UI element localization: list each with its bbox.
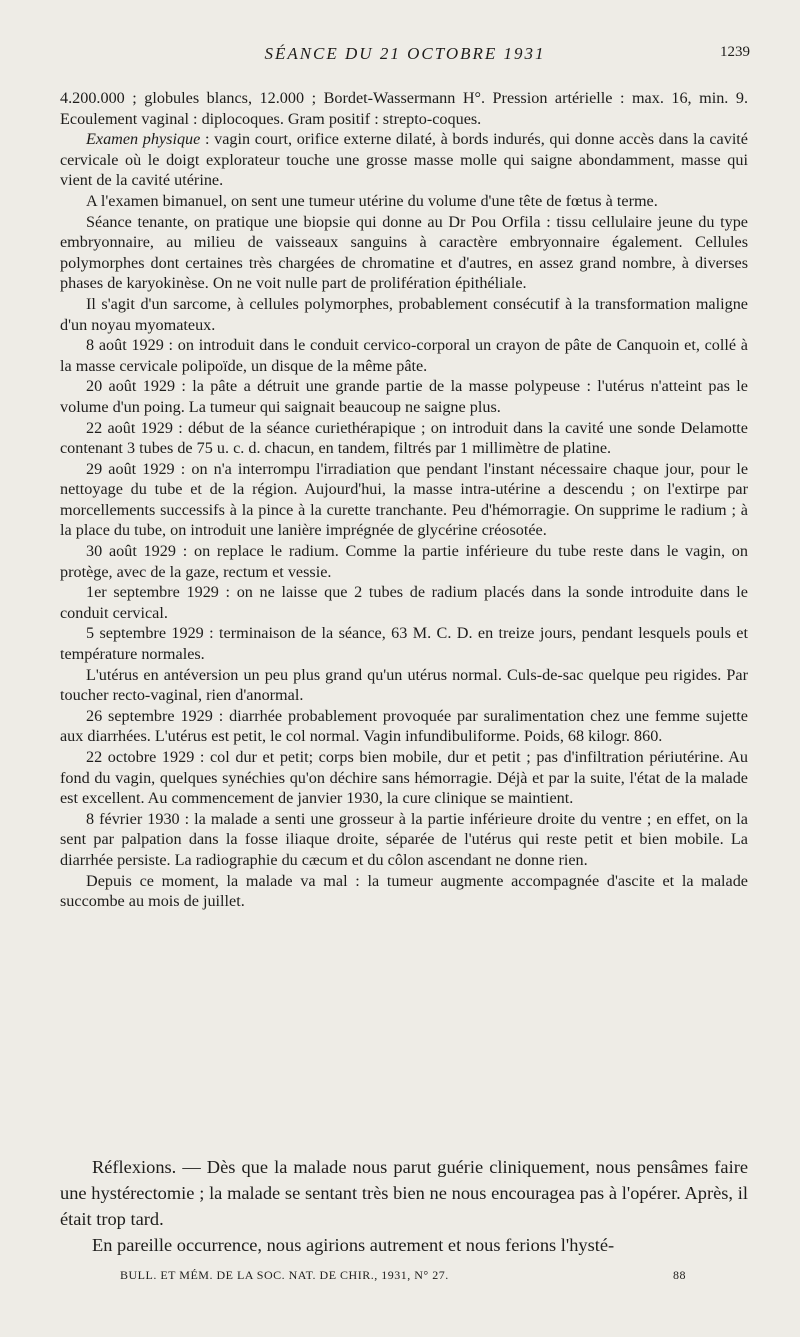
paragraph-aug-30: 30 août 1929 : on replace le radium. Comme la partie inférieure du tube reste dans le vagin, on protège, avec de la gaze, rectum et vessie. <box>60 542 748 581</box>
paragraph-oct-22: 22 octobre 1929 : col dur et petit; corps bien mobile, dur et petit ; pas d'infiltration périutérine. Au fond du vagin, quelques synéchies qu'on déchire sans hémorragie. Déjà et par la suite, l'état de la malade est excellent. Au commencement de janvier 1930, la cure clinique se maintient. <box>60 748 748 808</box>
paragraph-aug-22: 22 août 1929 : début de la séance curiethérapique ; on introduit dans la cavité une sonde Delamotte contenant 3 tubes de 75 u. c. d. chacun, en tandem, filtrés par 1 millimètre de platine. <box>60 418 748 458</box>
paragraph-bimanual-exam: A l'examen bimanuel, on sent une tumeur utérine du volume d'une tête de fœtus à terme. <box>86 191 658 210</box>
reflexions-heading: Réflexions. <box>92 1157 177 1177</box>
reflexions-paragraph: Réflexions. — Dès que la malade nous parut guérie cliniquement, nous pensâmes faire une hystérectomie ; la malade se sentant très bien ne nous encouragea pas à l'opérer. Après, il était trop tard. <box>60 1157 748 1229</box>
paragraph-aug-20: 20 août 1929 : la pâte a détruit une grande partie de la masse polypeuse : l'utérus n'atteint pas le volume d'un poing. La tumeur qui saignait beaucoup ne saigne plus. <box>60 377 748 416</box>
footer-citation: BULL. ET MÉM. DE LA SOC. NAT. DE CHIR., 1931, N° 27. <box>120 1268 449 1282</box>
paragraph-feb-8: 8 février 1930 : la malade a senti une grosseur à la partie inférieure droite du ventre ; en effet, on la sent par palpation dans la fosse iliaque droite, séparée de l'utérus qui reste petit et bien mobile. La diarrhée persiste. La radiographie du cæcum et du côlon ascendant ne donne rien. <box>60 809 748 869</box>
paragraph-aug-8: 8 août 1929 : on introduit dans le conduit cervico-corporal un crayon de pâte de Canquoin et, collé à la masse cervicale polipoïde, un disque de la même pâte. <box>60 336 748 375</box>
paragraph-sep-26: 26 septembre 1929 : diarrhée probablement provoquée par suralimentation chez une femme sujette aux diarrhées. L'utérus est petit, le col normal. Vagin infundibuliforme. Poids, 68 kilogr. 860. <box>60 706 748 746</box>
paragraph-sep-1: 1er septembre 1929 : on ne laisse que 2 tubes de radium placés dans la sonde introduite dans le conduit cervical. <box>60 583 748 622</box>
paragraph-aug-29: 29 août 1929 : on n'a interrompu l'irradiation que pendant l'instant nécessaire chaque jour, pour le nettoyage du tube et de la région. Aujourd'hui, la masse intra-utérine a descendu ; on l'extirpe par morcellements successifs à la pince à la curette tranchante. Peu d'hémorragie. On supprime le radium ; à la place du tube, on introduit une lanière imprégnée de glycérine créosotée. <box>60 459 748 540</box>
footer-signature: 88 <box>673 1268 686 1282</box>
paragraph-physical-exam: Examen physique : vagin court, orifice externe dilaté, à bords indurés, qui donne accès dans la cavité cervicale où le doigt explorateur touche une grosse masse molle qui saigne abondamment, masse qui vient de la cavité utérine. <box>60 130 748 190</box>
paragraph-sep-5: 5 septembre 1929 : terminaison de la séance, 63 M. C. D. en treize jours, pendant lesquels pouls et température normales. <box>60 624 748 664</box>
page-header <box>60 44 750 66</box>
paragraph-outcome: Depuis ce moment, la malade va mal : la tumeur augmente accompagnée d'ascite et la malade succombe au mois de juillet. <box>60 871 748 911</box>
paragraph-uterus-status: L'utérus en antéversion un peu plus grand qu'un utérus normal. Culs-de-sac quelque peu rigides. Par toucher recto-vaginal, rien d'anormal. <box>60 665 748 705</box>
reflexions-section <box>60 1154 748 1258</box>
reflexions-paragraph-2: En pareille occurrence, nous agirions autrement et nous ferions l'hysté- <box>92 1235 615 1255</box>
paragraph-biopsy: Séance tenante, on pratique une biopsie qui donne au Dr Pou Orfila : tissu cellulaire jeune du type embryonnaire, au milieu de vaisseaux sanguins à caractère embryonnaire également. Cellules polymorphes dont certaines très chargées de chromatine et d'autres, en assez grand nombre, à diverses phases de karyokinèse. On ne voit nulle part de prolifération épithéliale. <box>60 212 748 293</box>
physical-exam-heading: Examen physique <box>86 130 201 149</box>
running-title: SÉANCE DU 21 OCTOBRE 1931 <box>264 44 546 63</box>
page-number: 1239 <box>720 44 750 60</box>
paragraph-diagnosis: Il s'agit d'un sarcome, à cellules polymorphes, probablement consécutif à la transformation maligne d'un noyau myomateux. <box>60 294 748 334</box>
paragraph-blood-exam: 4.200.000 ; globules blancs, 12.000 ; Bordet-Wassermann H°. Pression artérielle : max. 16, min. 9. Ecoulement vaginal : diplocoques. Gram positif : strepto-coques. <box>60 89 748 128</box>
case-report-body <box>60 88 748 912</box>
